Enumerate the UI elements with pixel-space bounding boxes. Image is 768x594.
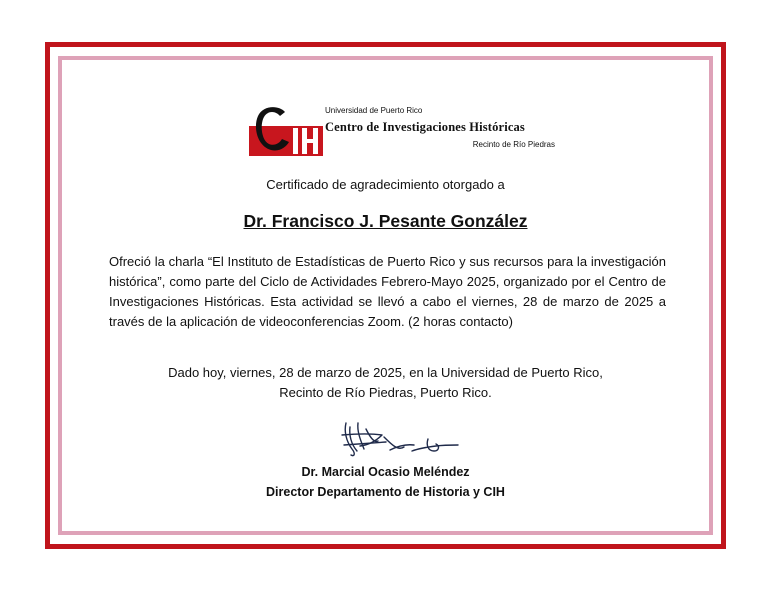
cih-logo (249, 102, 555, 156)
signature-icon (324, 417, 459, 467)
certificate-outer-border (45, 42, 726, 549)
logo-center-name: Centro de Investigaciones Históricas (325, 120, 525, 134)
given-line-1: Dado hoy, viernes, 28 de marzo de 2025, en la Universidad de Puerto Rico, (168, 365, 603, 380)
certificate-subtitle: Certificado de agradecimiento otorgado a (266, 177, 505, 192)
logo-university: Universidad de Puerto Rico (325, 106, 423, 115)
certificate-body: Ofreció la charla “El Instituto de Estadísticas de Puerto Rico y sus recursos para la investigación histórica”, como parte del Ciclo de Actividades Febrero-Mayo 2025, organizado por el Centro de Investigaciones Históricas. Esta actividad se llevó a cabo el viernes, 28 de marzo de 2025 a través de la aplicación de videoconferencias Zoom. (2 horas contacto) (109, 254, 666, 329)
signer-title: Director Departamento de Historia y CIH (266, 485, 505, 499)
recipient-name: Dr. Francisco J. Pesante González (243, 211, 528, 231)
certificate-inner-border (58, 56, 713, 535)
given-date-place (62, 363, 709, 403)
given-line-2: Recinto de Río Piedras, Puerto Rico. (279, 385, 492, 400)
cih-logo-mark (249, 102, 323, 156)
logo-campus: Recinto de Río Piedras (472, 140, 555, 149)
signer-name: Dr. Marcial Ocasio Meléndez (301, 465, 470, 479)
